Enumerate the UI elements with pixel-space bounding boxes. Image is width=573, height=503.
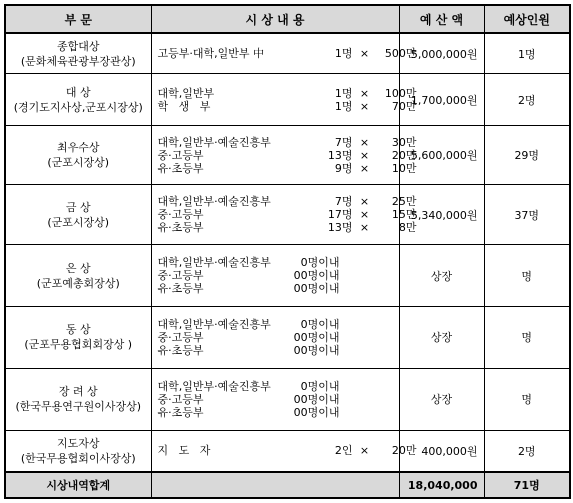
content-line — [158, 331, 399, 344]
content-line-amount: 10만 — [391, 161, 417, 175]
content-line-label: 지 도 자 — [157, 444, 211, 458]
award-row — [5, 33, 570, 74]
content-line — [157, 444, 417, 458]
content-line-count: 0명이내 — [300, 256, 340, 270]
total-content-empty — [151, 472, 399, 498]
content-line-label: 대학,일반부 — [157, 86, 215, 100]
award-name: 최우수상 — [56, 141, 100, 155]
award-sponsor: (군포무용협회회장상 ) — [24, 338, 133, 352]
award-row — [5, 430, 570, 472]
content-line-label: 학 생 부 — [157, 99, 211, 113]
content-line-label: 유·초등부 — [157, 221, 204, 235]
content-line-amount: 70만 — [391, 99, 417, 113]
header-people: 예상인원 — [484, 5, 570, 33]
content-line — [157, 135, 417, 149]
award-row — [5, 185, 570, 245]
content-line-count: 0명이내 — [300, 379, 340, 393]
content-line-label: 유·초등부 — [157, 343, 204, 357]
award-row — [5, 74, 570, 125]
content-line-label: 중·고등부 — [157, 269, 204, 283]
award-budget: 5,340,000원 — [399, 185, 484, 245]
content-line-count: 00명이내 — [293, 392, 340, 406]
content-line-count: 13명 — [327, 221, 353, 235]
content-line — [158, 344, 399, 357]
award-people: 명 — [484, 306, 570, 368]
content-line-label: 대학,일반부·예술진흥부 — [157, 195, 271, 209]
content-line-count: 00명이내 — [293, 282, 340, 296]
header-content: 시 상 내 용 — [151, 5, 399, 33]
award-budget: 5,600,000원 — [399, 125, 484, 185]
award-budget: 상장 — [399, 368, 484, 430]
content-line-count: 00명이내 — [293, 405, 340, 419]
awards-budget-table — [4, 4, 571, 499]
award-people: 37명 — [484, 185, 570, 245]
award-name: 금 상 — [65, 200, 91, 214]
content-line-count: 7명 — [334, 195, 353, 209]
award-sponsor: (군포시장상) — [47, 215, 110, 229]
content-line-times: × — [359, 99, 370, 113]
content-line-label: 중·고등부 — [157, 148, 204, 162]
award-budget: 5,000,000원 — [399, 33, 484, 74]
content-line-label: 중·고등부 — [157, 330, 204, 344]
content-line — [157, 99, 417, 113]
content-line — [158, 393, 399, 406]
content-line — [157, 161, 417, 175]
award-budget: 1,700,000원 — [399, 74, 484, 125]
award-sponsor: (경기도지사상,군포시장상) — [13, 100, 143, 114]
content-line — [158, 269, 399, 282]
content-line — [157, 208, 417, 222]
content-line — [157, 86, 417, 100]
content-line — [158, 380, 399, 393]
content-line-count: 7명 — [334, 135, 353, 149]
award-content — [151, 74, 417, 125]
award-content — [151, 306, 399, 368]
award-content — [151, 125, 417, 185]
award-content — [151, 33, 417, 74]
content-line-count: 1명 — [334, 47, 353, 61]
award-content — [151, 185, 417, 245]
award-budget: 상장 — [399, 306, 484, 368]
award-people: 명 — [484, 245, 570, 307]
award-sponsor: (군포예총회장상) — [36, 276, 120, 290]
award-name: 동 상 — [65, 323, 91, 337]
award-row — [5, 306, 570, 368]
content-line-times: × — [359, 195, 370, 209]
content-line-label: 유·초등부 — [157, 161, 204, 175]
award-name: 장 려 상 — [58, 385, 98, 399]
award-division — [5, 245, 151, 307]
award-division — [5, 125, 151, 185]
content-line-label: 중·고등부 — [157, 392, 204, 406]
total-row — [5, 472, 570, 498]
award-content — [151, 430, 417, 472]
content-line-label: 유·초등부 — [157, 282, 204, 296]
header-division: 부 문 — [5, 5, 151, 33]
award-division — [5, 74, 151, 125]
content-line-amount: 20만 — [391, 444, 417, 458]
content-line-amount: 8만 — [398, 221, 417, 235]
award-people: 2명 — [484, 430, 570, 472]
content-line-times: × — [359, 161, 370, 175]
award-people: 명 — [484, 368, 570, 430]
content-line — [157, 47, 417, 61]
award-division — [5, 33, 151, 74]
content-line-amount: 500만 — [384, 47, 417, 61]
award-row — [5, 125, 570, 185]
award-division — [5, 368, 151, 430]
content-line-times: × — [359, 86, 370, 100]
content-line-label: 대학,일반부·예술진흥부 — [157, 135, 271, 149]
award-sponsor: (문화체육관광부장관상) — [20, 54, 136, 68]
award-people: 2명 — [484, 74, 570, 125]
content-line — [158, 318, 399, 331]
content-line-count: 13명 — [327, 148, 353, 162]
award-row — [5, 245, 570, 307]
content-line-count: 1명 — [334, 99, 353, 113]
content-line-count: 17명 — [327, 208, 353, 222]
content-line-label: 대학,일반부·예술진흥부 — [157, 379, 271, 393]
award-content — [151, 368, 399, 430]
content-line-times: × — [359, 135, 370, 149]
content-line-count: 00명이내 — [293, 269, 340, 283]
award-people: 29명 — [484, 125, 570, 185]
content-line-count: 2인 — [334, 444, 353, 458]
content-line-count: 00명이내 — [293, 343, 340, 357]
content-line — [157, 148, 417, 162]
content-line-amount: 30만 — [391, 135, 417, 149]
content-line — [157, 221, 417, 235]
content-line-count: 0명이내 — [300, 317, 340, 331]
award-sponsor: (한국무용연구원이사장상) — [15, 400, 141, 414]
content-line-count: 9명 — [334, 161, 353, 175]
award-rows — [5, 33, 570, 472]
content-line-times: × — [359, 221, 370, 235]
content-line — [158, 282, 399, 295]
content-line-label: 대학,일반부·예술진흥부 — [157, 317, 271, 331]
content-line-label: 대학,일반부·예술진흥부 — [157, 256, 271, 270]
content-line — [158, 256, 399, 269]
content-line-times: × — [359, 148, 370, 162]
content-line-count: 00명이내 — [293, 330, 340, 344]
award-division — [5, 306, 151, 368]
total-label: 시상내역합계 — [5, 472, 151, 498]
award-name: 은 상 — [65, 261, 91, 275]
content-line-count: 1명 — [334, 86, 353, 100]
award-row — [5, 368, 570, 430]
total-people: 71명 — [484, 472, 570, 498]
award-division — [5, 430, 151, 472]
content-line-label: 유·초등부 — [157, 405, 204, 419]
award-sponsor: (한국무용협회이사장상) — [20, 451, 136, 465]
award-people: 1명 — [484, 33, 570, 74]
award-division — [5, 185, 151, 245]
header-row — [5, 5, 570, 33]
content-line-times: × — [359, 208, 370, 222]
award-name: 종합대상 — [56, 39, 100, 53]
content-line-amount: 25만 — [391, 195, 417, 209]
content-line-amount: 20만 — [391, 148, 417, 162]
award-name: 대 상 — [65, 85, 91, 99]
award-budget: 400,000원 — [399, 430, 484, 472]
award-content — [151, 245, 399, 307]
header-budget: 예 산 액 — [399, 5, 484, 33]
award-budget: 상장 — [399, 245, 484, 307]
content-line-label: 중·고등부 — [157, 208, 204, 222]
award-sponsor: (군포시장상) — [47, 156, 110, 170]
content-line-amount: 100만 — [384, 86, 417, 100]
content-line-label: 고등부·대학,일반부 中 — [157, 47, 264, 61]
content-line-amount: 15만 — [391, 208, 417, 222]
content-line — [157, 195, 417, 209]
total-budget: 18,040,000 — [399, 472, 484, 498]
content-line — [158, 406, 399, 419]
award-name: 지도자상 — [56, 436, 100, 450]
content-line-times: × — [359, 444, 370, 458]
content-line-times: × — [359, 47, 370, 61]
